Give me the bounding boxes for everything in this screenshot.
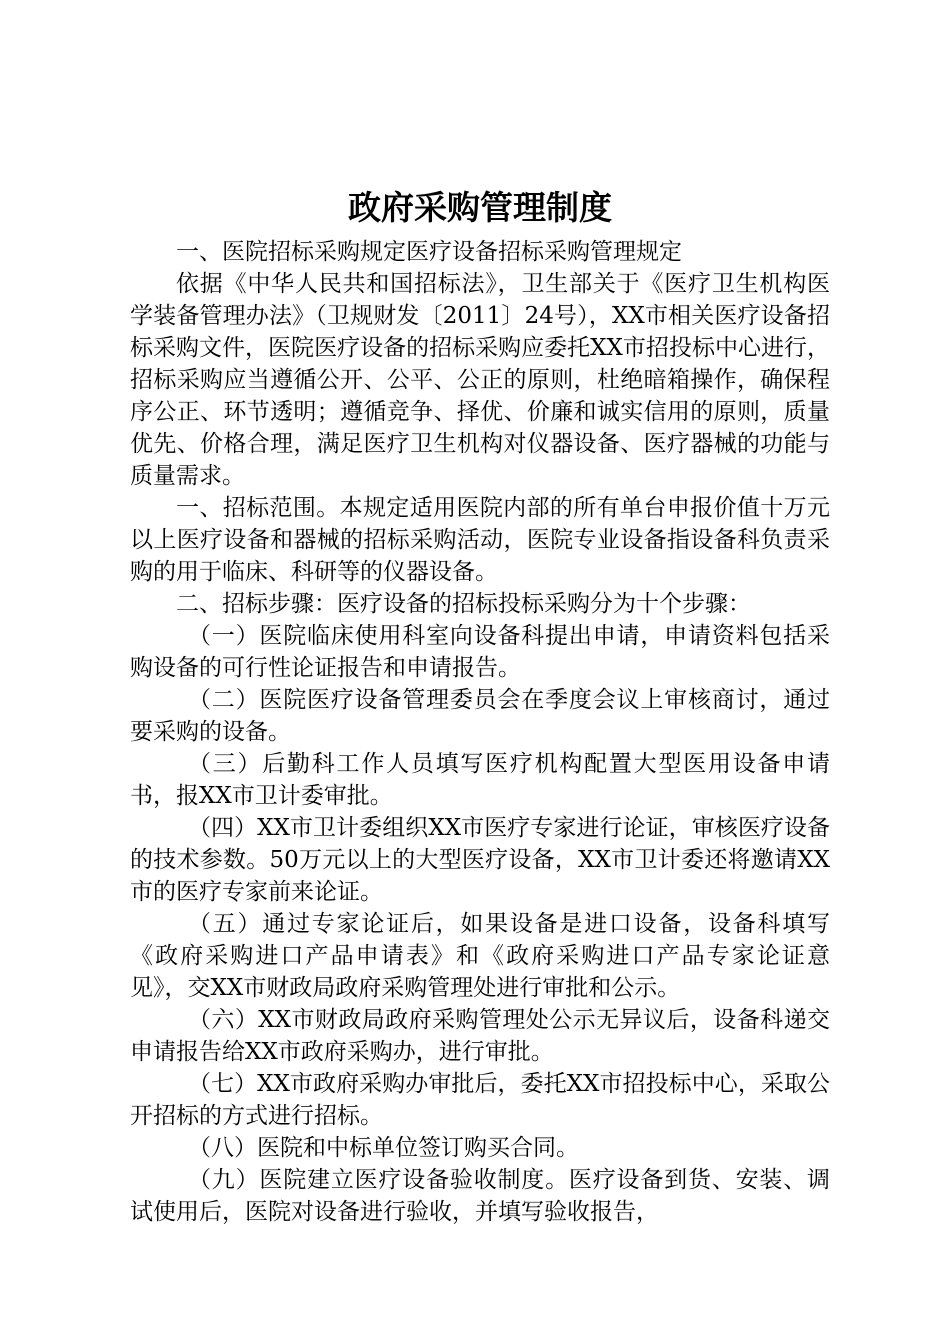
paragraph-basis: 依据《中华人民共和国招标法》，卫生部关于《医疗卫生机构医学装备管理办法》（卫规财发〔2011〕24号），XX市相关医疗设备招标采购文件，医院医疗设备的招标采购应委托XX市招投标中心进行，招标采购应当遵循公开、公平、公正的原则，杜绝暗箱操作，确保程序公正、环节透明；遵循竞争、择优、价廉和诚实信用的原则，质量优先、价格合理，满足医疗卫生机构对仪器设备、医疗器械的功能与质量需求。 [130,271,830,489]
step-2: （二）医院医疗设备管理委员会在季度会议上审核商讨，通过要采购的设备。 [130,687,830,745]
step-9: （九）医院建立医疗设备验收制度。医疗设备到货、安装、调试使用后，医院对设备进行验收，并填写验收报告， [130,1167,830,1225]
step-1: （一）医院临床使用科室向设备科提出申请，申请资料包括采购设备的可行性论证报告和申请报告。 [130,623,830,681]
paragraph-scope: 一、招标范围。本规定适用医院内部的所有单台申报价值十万元以上医疗设备和器械的招标采购活动，医院专业设备指设备科负责采购的用于临床、科研等的仪器设备。 [130,495,830,585]
section-heading-1: 一、医院招标采购规定医疗设备招标采购管理规定 [176,239,682,265]
step-8: （八）医院和中标单位签订购买合同。 [188,1135,579,1161]
step-6: （六）XX市财政局政府采购管理处公示无异议后，设备科递交申请报告给XX市政府采购办，进行审批。 [130,1007,830,1065]
step-7: （七）XX市政府采购办审批后，委托XX市招投标中心，采取公开招标的方式进行招标。 [130,1071,830,1129]
step-3: （三）后勤科工作人员填写医疗机构配置大型医用设备申请书，报XX市卫计委审批。 [130,751,830,809]
document-title: 政府采购管理制度 [348,188,612,227]
document-body [130,236,830,1228]
step-5: （五）通过专家论证后，如果设备是进口设备，设备科填写《政府采购进口产品申请表》和《政府采购进口产品专家论证意见》，交XX市财政局政府采购管理处进行审批和公示。 [130,911,830,1001]
step-4: （四）XX市卫计委组织XX市医疗专家进行论证，审核医疗设备的技术参数。50万元以上的大型医疗设备，XX市卫计委还将邀请XX市的医疗专家前来论证。 [130,815,830,905]
paragraph-steps-intro: 二、招标步骤：医疗设备的招标投标采购分为十个步骤： [176,591,751,617]
